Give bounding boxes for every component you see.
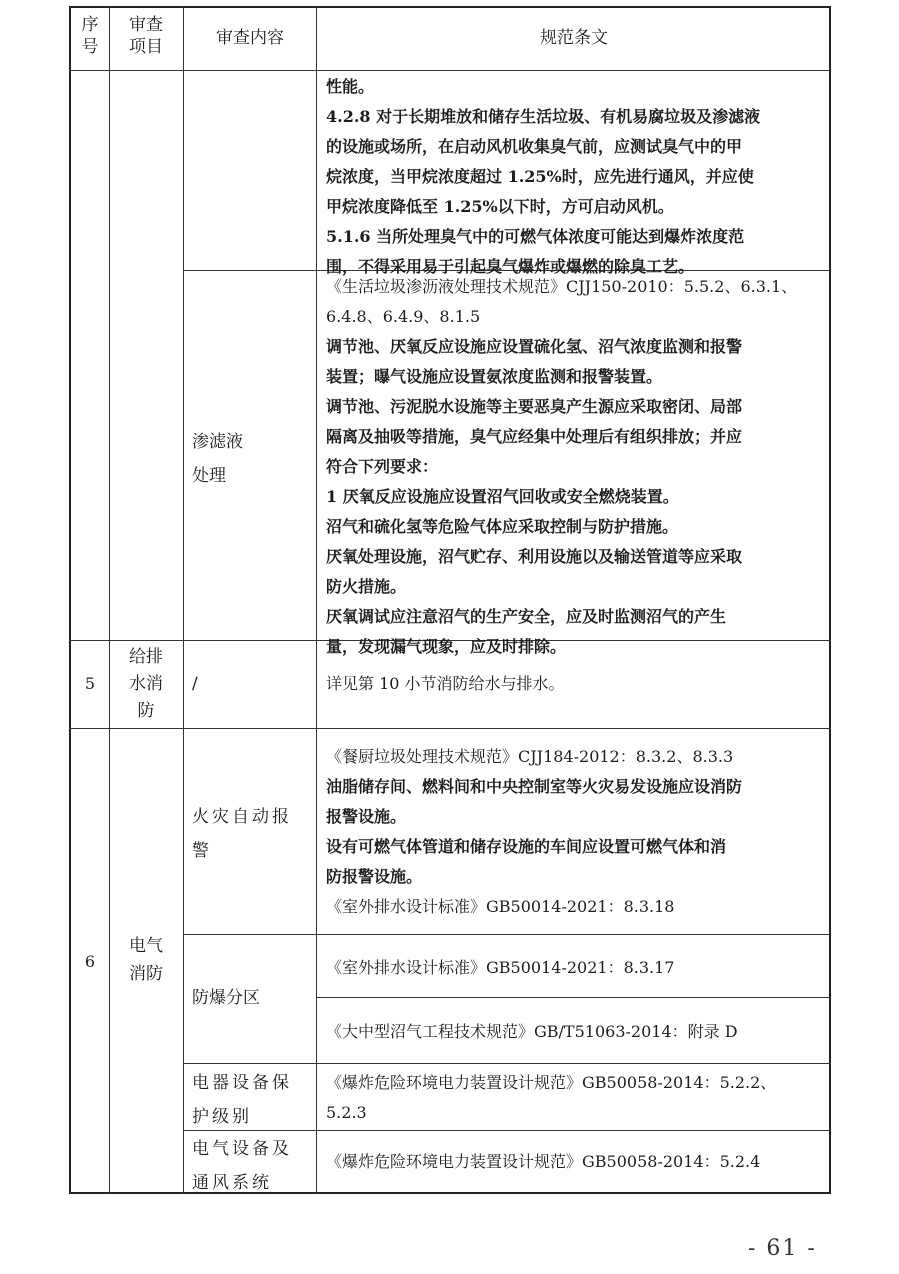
item-water-fire: 给排 水消 防 bbox=[129, 647, 163, 721]
spec-text-continued: 性能。 4.2.8 对于长期堆放和储存生活垃圾、有机易腐垃圾及渗滤液 的设施或场所，在启动风机收集臭气前，应测试臭气中的甲 烷浓度，当甲烷浓度超过 1.25%时，应先进行通风，并应使 甲烷浓度降低至 1.25%以下时，方可启动风机。 5.1.6 当所处理臭气中的可燃气体浓度可能达到爆炸浓度范 围，不得采用易于引起臭气爆炸或爆燃的除臭工艺。 bbox=[326, 77, 761, 276]
row-divider-explosion bbox=[183, 934, 831, 935]
col-divider-2 bbox=[183, 6, 184, 1194]
content-protection-level: 电器设备保 护级别 bbox=[192, 1073, 292, 1127]
spec-text-ventilation: 《爆炸危险环境电力装置设计规范》GB50058-2014：5.2.4 bbox=[326, 1152, 761, 1171]
header-content: 审查内容 bbox=[216, 28, 284, 48]
content-explosion-zone: 防爆分区 bbox=[192, 988, 260, 1008]
content-leachate: 渗滤液 处理 bbox=[192, 432, 243, 486]
header-no: 序 号 bbox=[81, 15, 99, 57]
header-divider bbox=[69, 70, 831, 71]
content-ventilation: 电气设备及 通风系统 bbox=[192, 1139, 292, 1193]
spec-text-leachate: 《生活垃圾渗沥液处理技术规范》CJJ150-2010：5.5.2、6.3.1、 6.4.8、6.4.9、8.1.5 调节池、厌氧反应设施应设置硫化氢、沼气浓度监测和报警 装置；曝气设施应设置氨浓度监测和报警装置。 调节池、污泥脱水设施等主要恶臭产生源应采取密闭、局部 隔离及抽吸等措施，臭气应经集中处理后有组织排放；并应 符合下列要求： 1 厌氧反应设施应设置沼气回收或安全燃烧装置。 沼气和硫化氢等危险气体应采取控制与防护措施。 厌氧处理设施，沼气贮存、利用设施以及输送管道等应采取 防火措施。 厌氧调试应注意沼气的生产安全，应及时监测沼气的产生 量，发现漏气现象，应及时排除。 bbox=[326, 277, 798, 656]
page-number: - 61 - bbox=[748, 1236, 817, 1261]
content-fire-alarm: 火灾自动报 警 bbox=[192, 807, 292, 861]
row-divider-explosion-sub bbox=[316, 997, 831, 998]
spec-text-row5: 详见第 10 小节消防给水与排水。 bbox=[326, 674, 565, 693]
row-no-5: 5 bbox=[84, 674, 96, 693]
row-no-6: 6 bbox=[84, 952, 96, 971]
col-divider-1 bbox=[109, 6, 110, 1194]
header-spec: 规范条文 bbox=[540, 28, 608, 48]
item-electrical-fire: 电气 消防 bbox=[129, 936, 163, 984]
spec-text-explosion-1: 《室外排水设计标准》GB50014-2021：8.3.17 bbox=[326, 958, 675, 977]
col-divider-3 bbox=[316, 6, 317, 1194]
spec-text-fire-alarm: 《餐厨垃圾处理技术规范》CJJ184-2012：8.3.2、8.3.3 油脂储存间、燃料间和中央控制室等火灾易发设施应设消防 报警设施。 设有可燃气体管道和储存设施的车间应设置可燃气体和消 防报警设施。 《室外排水设计标准》GB50014-2021：8.3.18 bbox=[326, 747, 743, 916]
row-divider-6 bbox=[69, 728, 831, 729]
spec-text-explosion-2: 《大中型沼气工程技术规范》GB/T51063-2014：附录 D bbox=[326, 1022, 738, 1041]
spec-text-protection: 《爆炸危险环境电力装置设计规范》GB50058-2014：5.2.2、 5.2.3 bbox=[326, 1073, 777, 1122]
row-divider-protection bbox=[183, 1063, 831, 1064]
content-row5: / bbox=[192, 674, 198, 694]
header-item: 审查 项目 bbox=[129, 15, 163, 57]
